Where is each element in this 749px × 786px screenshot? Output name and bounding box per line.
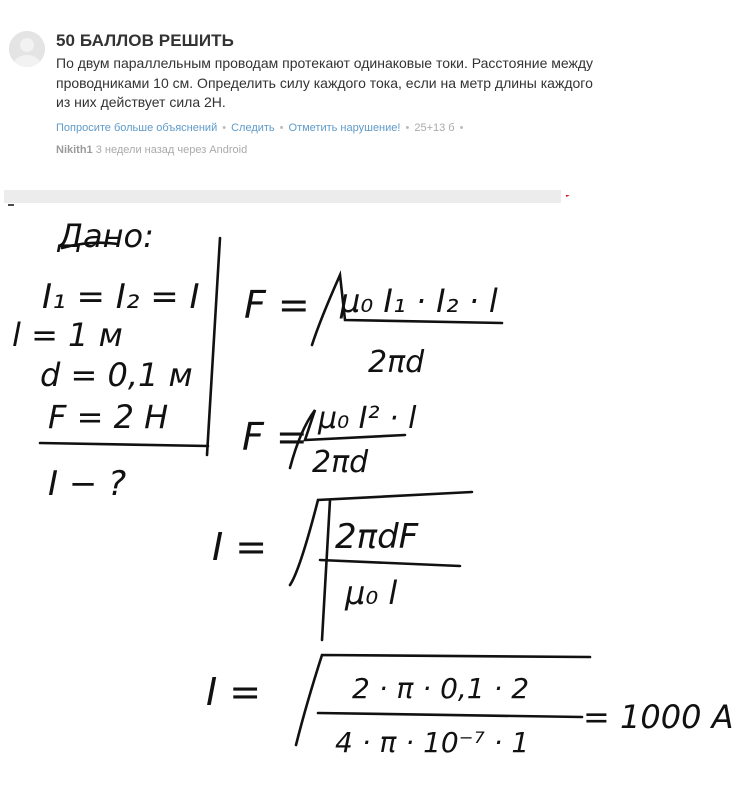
hw-given-length: l = 1 м bbox=[12, 316, 123, 354]
report-link[interactable]: Отметить нарушение! bbox=[288, 122, 401, 134]
hw-f-left: F = bbox=[244, 283, 310, 327]
avatar[interactable] bbox=[9, 31, 45, 67]
separator-dot: • bbox=[222, 122, 227, 134]
question-meta bbox=[56, 144, 247, 156]
default-user-icon bbox=[9, 31, 45, 67]
hw-i1-numerator: 2πdF bbox=[335, 517, 419, 557]
hw-dano: Дано: bbox=[58, 217, 154, 255]
hw-f2-denominator: 2πd bbox=[312, 445, 369, 480]
separator-dot: • bbox=[279, 122, 284, 134]
handwritten-solution bbox=[0, 195, 749, 786]
question-card bbox=[0, 0, 749, 200]
check-mark-icon bbox=[566, 195, 578, 196]
given-underline bbox=[40, 443, 208, 446]
hw-i1-left: I = bbox=[212, 525, 268, 569]
hw-given-currents: I₁ = I₂ = I bbox=[42, 277, 200, 317]
follow-link[interactable]: Следить bbox=[231, 122, 275, 134]
hw-i2-denominator: 4 · π · 10⁻⁷ · 1 bbox=[335, 726, 530, 759]
question-body: По двум параллельным проводам протекают одинаковые токи. Расстояние между проводниками 10 см. Определить силу каждого тока, если на метр длины каждого из них действует сила 2Н. bbox=[56, 55, 594, 110]
hw-i2-left: I = bbox=[206, 670, 262, 714]
question-title: 50 БАЛЛОВ РЕШИТЬ bbox=[56, 31, 234, 50]
handwritten-answer-image bbox=[0, 195, 749, 786]
question-actions bbox=[56, 122, 468, 134]
hw-f2-numerator: μ₀ I² · l bbox=[318, 401, 417, 436]
hw-given-distance: d = 0,1 м bbox=[40, 356, 193, 394]
separator-dot: • bbox=[405, 122, 410, 134]
hw-f1-numerator: μ₀ I₁ · I₂ · l bbox=[340, 282, 498, 320]
separator-dot: • bbox=[459, 122, 464, 134]
points-badge: 25+13 б bbox=[414, 122, 455, 134]
hw-f2-left: F = bbox=[242, 415, 308, 459]
hw-i2-numerator: 2 · π · 0,1 · 2 bbox=[352, 672, 530, 705]
hw-i1-denominator: μ₀ l bbox=[345, 574, 398, 612]
post-time: 3 недели назад через Android bbox=[95, 144, 248, 156]
ask-explanation-link[interactable]: Попросите больше объяснений bbox=[56, 122, 218, 134]
hw-f1-denominator: 2πd bbox=[368, 345, 425, 380]
hw-given-force: F = 2 Н bbox=[48, 398, 169, 436]
hw-result: = 1000 A bbox=[583, 698, 734, 736]
given-separator-line bbox=[207, 238, 220, 455]
author-name[interactable]: Nikith1 bbox=[56, 144, 93, 156]
hw-find: I − ? bbox=[48, 464, 127, 504]
